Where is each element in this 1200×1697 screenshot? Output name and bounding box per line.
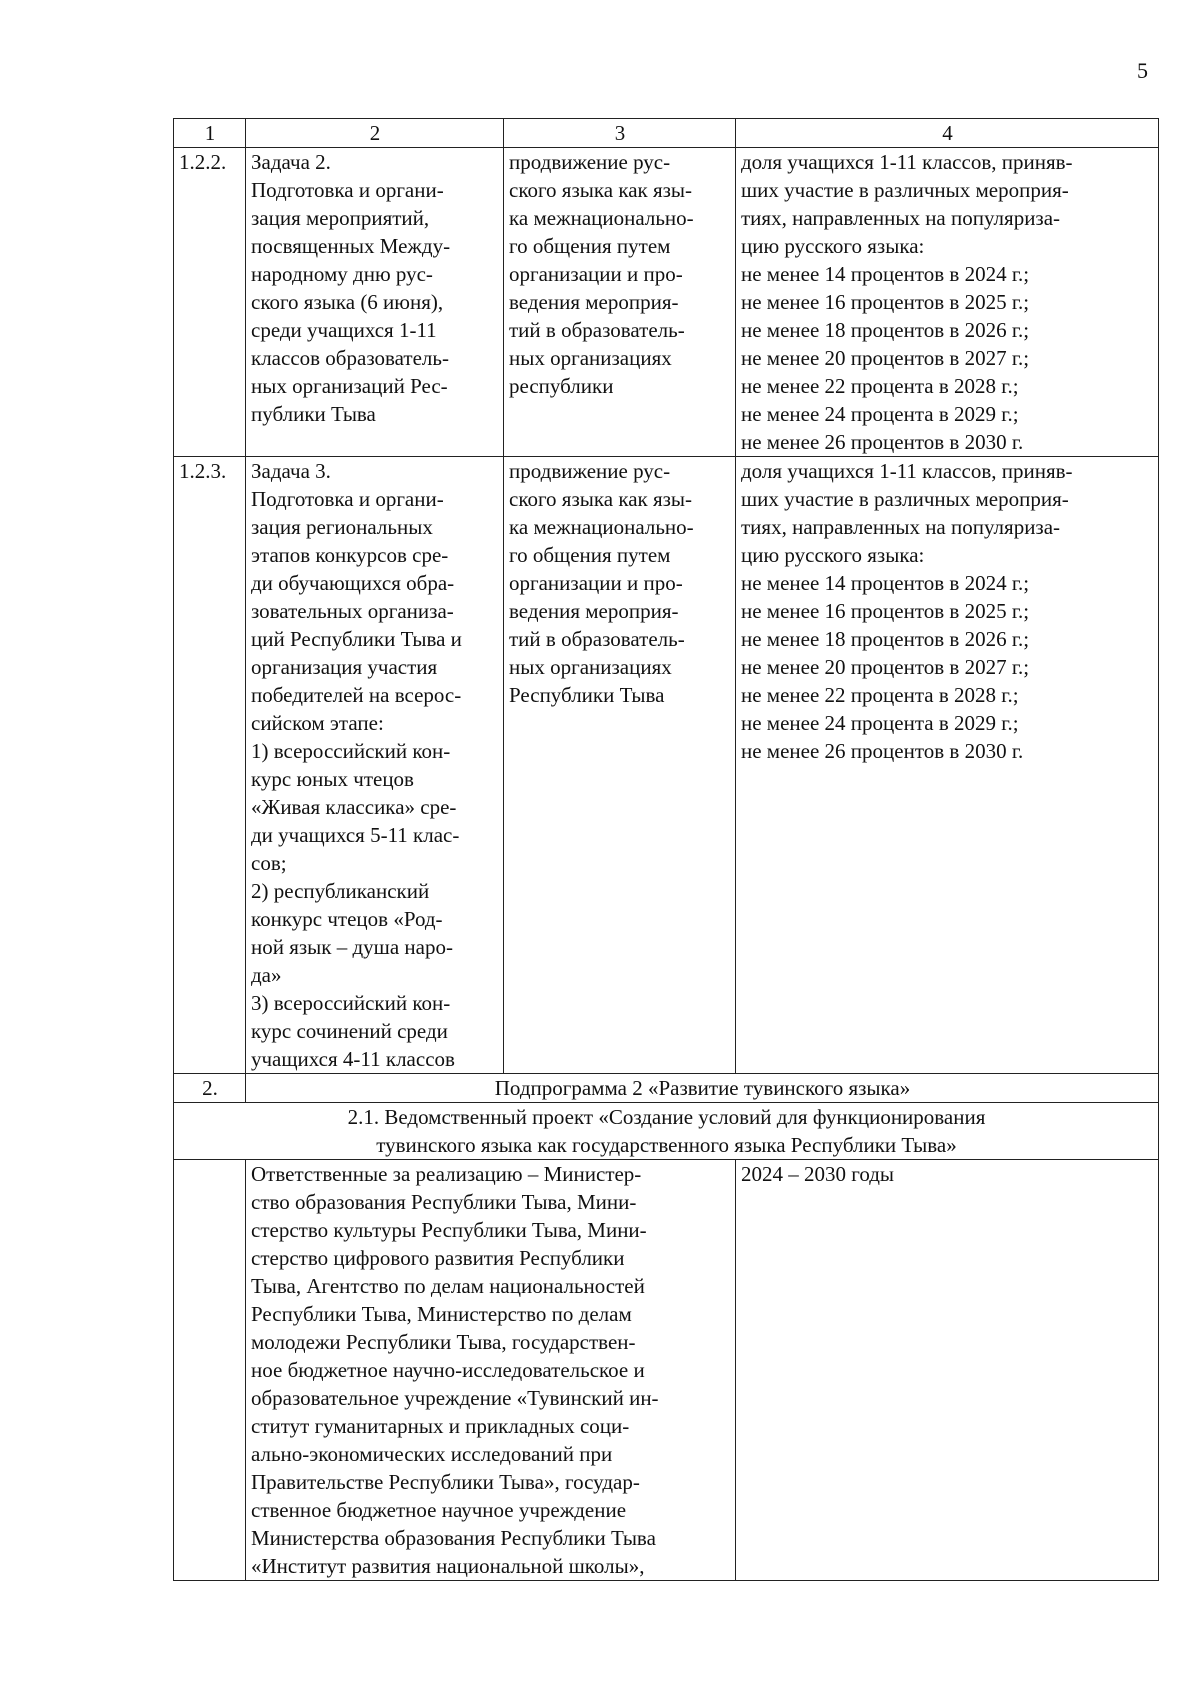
row-number: 1.2.3. xyxy=(174,457,246,1074)
header-col-2: 2 xyxy=(246,119,504,148)
text-line: ственное бюджетное научное учреждение xyxy=(251,1498,627,1522)
text-line: организации и про- xyxy=(509,262,683,286)
text-line: ных организациях xyxy=(509,655,672,679)
task-cell xyxy=(246,457,504,1074)
table-header-row xyxy=(174,119,1159,148)
text-line: Задача 3. xyxy=(251,459,331,483)
text-line: Подготовка и органи- xyxy=(251,487,444,511)
text-line: тувинского языка как государственного языка Республики Тыва» xyxy=(376,1133,957,1157)
text-line: ка межнационально- xyxy=(509,515,694,539)
text-line: конкурс чтецов «Род- xyxy=(251,907,443,931)
text-line: ского языка (6 июня), xyxy=(251,290,444,314)
text-line: ститут гуманитарных и прикладных соци- xyxy=(251,1414,630,1438)
text-line: не менее 24 процента в 2029 г.; xyxy=(741,711,1019,735)
program-table xyxy=(173,118,1159,1581)
text-line: Тыва, Агентство по делам национальностей xyxy=(251,1274,645,1298)
text-line: не менее 20 процентов в 2027 г.; xyxy=(741,655,1030,679)
text-line: ших участие в различных мероприя- xyxy=(741,487,1069,511)
text-line: продвижение рус- xyxy=(509,459,671,483)
text-line: тиях, направленных на популяриза- xyxy=(741,515,1061,539)
text-line: ведения мероприя- xyxy=(509,599,679,623)
text-line: среди учащихся 1-11 xyxy=(251,318,437,342)
text-line: тий в образователь- xyxy=(509,318,685,342)
text-line: 2) республиканский xyxy=(251,879,430,903)
text-line: курс юных чтецов xyxy=(251,767,414,791)
text-line: Подготовка и органи- xyxy=(251,178,444,202)
text-line: этапов конкурсов сре- xyxy=(251,543,449,567)
effect-cell xyxy=(504,148,736,457)
effect-cell xyxy=(504,457,736,1074)
text-line: организация участия xyxy=(251,655,438,679)
text-line: Задача 2. xyxy=(251,150,331,174)
text-line: 1) всероссийский кон- xyxy=(251,739,451,763)
text-line: ной язык – душа наро- xyxy=(251,935,453,959)
text-line: Министерства образования Республики Тыва xyxy=(251,1526,656,1550)
text-line: не менее 14 процентов в 2024 г.; xyxy=(741,571,1030,595)
text-line: Правительстве Республики Тыва», государ- xyxy=(251,1470,640,1494)
table-row-project-2-1 xyxy=(174,1103,1159,1160)
text-line: доля учащихся 1-11 классов, приняв- xyxy=(741,150,1073,174)
text-line: 2.1. Ведомственный проект «Создание условий для функционирования xyxy=(347,1105,986,1129)
table-row-1-2-2 xyxy=(174,148,1159,457)
text-line: тий в образователь- xyxy=(509,627,685,651)
table-row-1-2-3 xyxy=(174,457,1159,1074)
text-line: не менее 16 процентов в 2025 г.; xyxy=(741,290,1030,314)
text-line: 3) всероссийский кон- xyxy=(251,991,451,1015)
text-line: зация региональных xyxy=(251,515,433,539)
text-line: да» xyxy=(251,963,282,987)
row-number: 1.2.2. xyxy=(174,148,246,457)
text-line: не менее 26 процентов в 2030 г. xyxy=(741,739,1024,763)
text-line: не менее 26 процентов в 2030 г. xyxy=(741,430,1024,454)
text-line: не менее 22 процента в 2028 г.; xyxy=(741,683,1019,707)
text-line: Ответственные за реализацию – Министер- xyxy=(251,1162,642,1186)
text-line: ди учащихся 5-11 клас- xyxy=(251,823,460,847)
text-line: не менее 22 процента в 2028 г.; xyxy=(741,374,1019,398)
table-row-responsible xyxy=(174,1160,1159,1581)
text-line: цию русского языка: xyxy=(741,234,925,258)
text-line: Республики Тыва, Министерство по делам xyxy=(251,1302,632,1326)
text-line: ших участие в различных мероприя- xyxy=(741,178,1069,202)
text-line: не менее 18 процентов в 2026 г.; xyxy=(741,627,1030,651)
text-line: ство образования Республики Тыва, Мини- xyxy=(251,1190,637,1214)
text-line: «Институт развития национальной школы», xyxy=(251,1554,645,1578)
text-line: победителей на всерос- xyxy=(251,683,462,707)
text-line: народному дню рус- xyxy=(251,262,433,286)
text-line: цию русского языка: xyxy=(741,543,925,567)
text-line: доля учащихся 1-11 классов, приняв- xyxy=(741,459,1073,483)
text-line: сов; xyxy=(251,851,287,875)
text-line: классов образователь- xyxy=(251,346,449,370)
text-line: ка межнационально- xyxy=(509,206,694,230)
text-line: ведения мероприя- xyxy=(509,290,679,314)
page-number: 5 xyxy=(1137,58,1148,83)
text-line: организации и про- xyxy=(509,571,683,595)
text-line: учащихся 4-11 классов xyxy=(251,1047,455,1071)
text-line: зовательных организа- xyxy=(251,599,454,623)
text-line: ского языка как язы- xyxy=(509,178,693,202)
text-line: ского языка как язы- xyxy=(509,487,693,511)
text-line: продвижение рус- xyxy=(509,150,671,174)
text-line: курс сочинений среди xyxy=(251,1019,448,1043)
text-line: го общения путем xyxy=(509,234,671,258)
text-line: стерство культуры Республики Тыва, Мини- xyxy=(251,1218,647,1242)
text-line: не менее 16 процентов в 2025 г.; xyxy=(741,599,1030,623)
text-line: тиях, направленных на популяриза- xyxy=(741,206,1061,230)
text-line: посвященных Между- xyxy=(251,234,451,258)
text-line: стерство цифрового развития Республики xyxy=(251,1246,625,1270)
years-cell: 2024 – 2030 годы xyxy=(736,1160,1159,1581)
text-line: образовательное учреждение «Тувинский ин- xyxy=(251,1386,659,1410)
row-number xyxy=(174,1160,246,1581)
indicator-cell xyxy=(736,457,1159,1074)
header-col-4: 4 xyxy=(736,119,1159,148)
text-line: не менее 20 процентов в 2027 г.; xyxy=(741,346,1030,370)
text-line: не менее 18 процентов в 2026 г.; xyxy=(741,318,1030,342)
text-line: молодежи Республики Тыва, государствен- xyxy=(251,1330,636,1354)
text-line: ное бюджетное научно-исследовательское и xyxy=(251,1358,645,1382)
text-line: ций Республики Тыва и xyxy=(251,627,462,651)
text-line: не менее 24 процента в 2029 г.; xyxy=(741,402,1019,426)
text-line: ально-экономических исследований при xyxy=(251,1442,613,1466)
task-cell xyxy=(246,148,504,457)
table-row-subprogram-2 xyxy=(174,1074,1159,1103)
header-col-3: 3 xyxy=(504,119,736,148)
text-line: ди обучающихся обра- xyxy=(251,571,455,595)
project-title xyxy=(174,1103,1159,1160)
text-line: го общения путем xyxy=(509,543,671,567)
text-line: ных организациях xyxy=(509,346,672,370)
text-line: сийском этапе: xyxy=(251,711,384,735)
text-line: публики Тыва xyxy=(251,402,376,426)
text-line: Республики Тыва xyxy=(509,683,665,707)
text-line: ных организаций Рес- xyxy=(251,374,448,398)
text-line: «Живая классика» сре- xyxy=(251,795,457,819)
text-line: зация мероприятий, xyxy=(251,206,430,230)
text-line: республики xyxy=(509,374,614,398)
responsible-cell xyxy=(246,1160,736,1581)
indicator-cell xyxy=(736,148,1159,457)
subprogram-title: Подпрограмма 2 «Развитие тувинского языка» xyxy=(246,1074,1159,1103)
header-col-1: 1 xyxy=(174,119,246,148)
row-number: 2. xyxy=(174,1074,246,1103)
text-line: не менее 14 процентов в 2024 г.; xyxy=(741,262,1030,286)
